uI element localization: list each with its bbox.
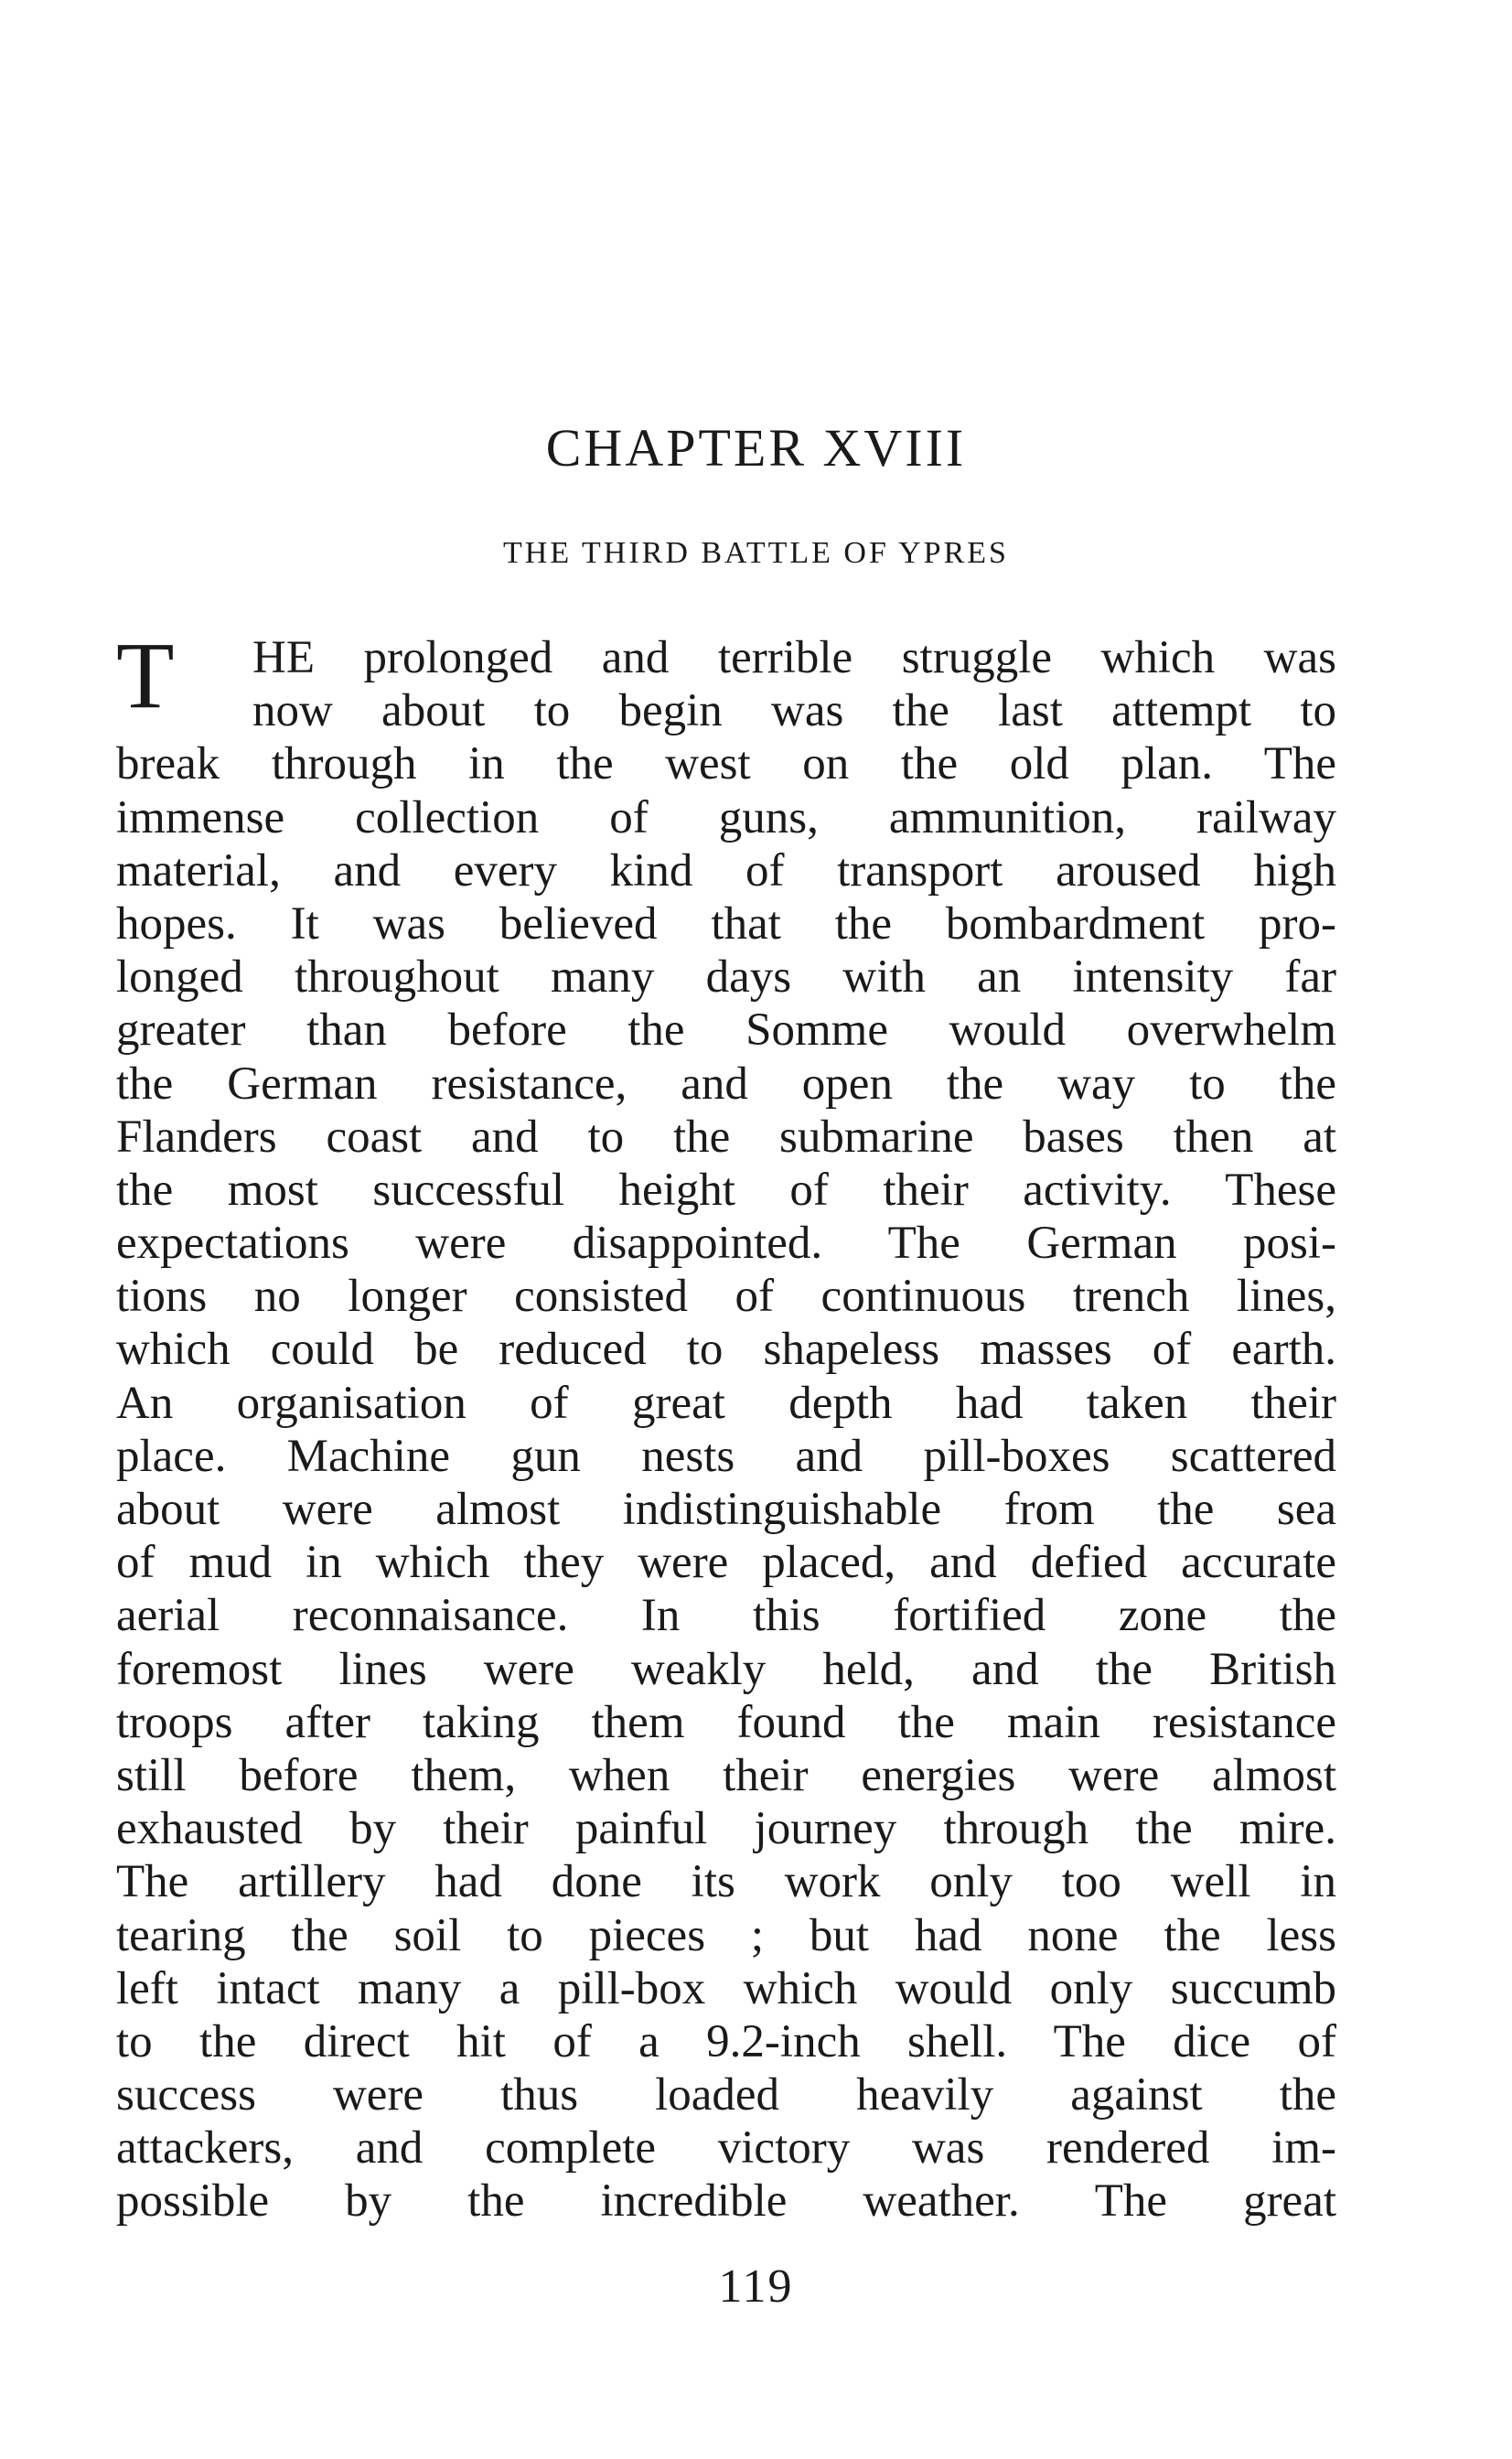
body-paragraph: [116, 631, 1336, 2228]
text-line: longed throughout many days with an intensity far: [116, 951, 1336, 1004]
text-line: The artillery had done its work only too well in: [116, 1856, 1336, 1908]
text-line: greater than before the Somme would overwhelm: [116, 1004, 1336, 1057]
text-line: exhausted by their painful journey through the mire.: [116, 1803, 1336, 1855]
text-line: hopes. It was believed that the bombardment pro-: [116, 897, 1336, 950]
text-line: Flanders coast and to the submarine bases then at: [116, 1111, 1336, 1163]
drop-cap: T: [116, 623, 175, 728]
text-line: still before them, when their energies were almost: [116, 1749, 1336, 1801]
text-line: break through in the west on the old plan. The: [116, 738, 1336, 790]
text-line: material, and every kind of transport aroused high: [116, 844, 1336, 897]
text-line: to the direct hit of a 9.2-inch shell. The dice of: [116, 2015, 1336, 2067]
text-line: of mud in which they were placed, and defied accurate: [116, 1537, 1336, 1589]
chapter-number: CHAPTER XVIII: [545, 418, 967, 478]
text-line: immense collection of guns, ammunition, railway: [116, 791, 1336, 843]
text-line: tearing the soil to pieces ; but had none the less: [116, 1909, 1336, 1961]
text-line: An organisation of great depth had taken their: [116, 1377, 1336, 1429]
text-line: the German resistance, and open the way to the: [116, 1058, 1336, 1110]
text-line: tions no longer consisted of continuous trench lines,: [116, 1271, 1336, 1323]
text-line: HE prolonged and terrible struggle which was: [252, 632, 1336, 683]
text-line: place. Machine gun nests and pill-boxes scattered: [116, 1430, 1336, 1482]
text-line: possible by the incredible weather. The great: [116, 2175, 1336, 2228]
text-line: attackers, and complete victory was rendered im-: [116, 2122, 1336, 2174]
text-line: left intact many a pill-box which would only succumb: [116, 1962, 1336, 2014]
text-line: the most successful height of their activity. These: [116, 1164, 1336, 1216]
text-line: which could be reduced to shapeless masses of earth.: [116, 1324, 1336, 1376]
text-line: troops after taking them found the main resistance: [116, 1696, 1336, 1748]
page-number: 119: [718, 2260, 794, 2313]
chapter-title: THE THIRD BATTLE OF YPRES: [503, 536, 1009, 570]
text-line: now about to begin was the last attempt to: [252, 685, 1336, 737]
text-line: success were thus loaded heavily against the: [116, 2069, 1336, 2121]
text-line: foremost lines were weakly held, and the British: [116, 1643, 1336, 1695]
text-line: aerial reconnaisance. In this fortified zone the: [116, 1590, 1336, 1642]
text-line: about were almost indistinguishable from the sea: [116, 1484, 1336, 1535]
text-line: expectations were disappointed. The German posi-: [116, 1218, 1336, 1270]
